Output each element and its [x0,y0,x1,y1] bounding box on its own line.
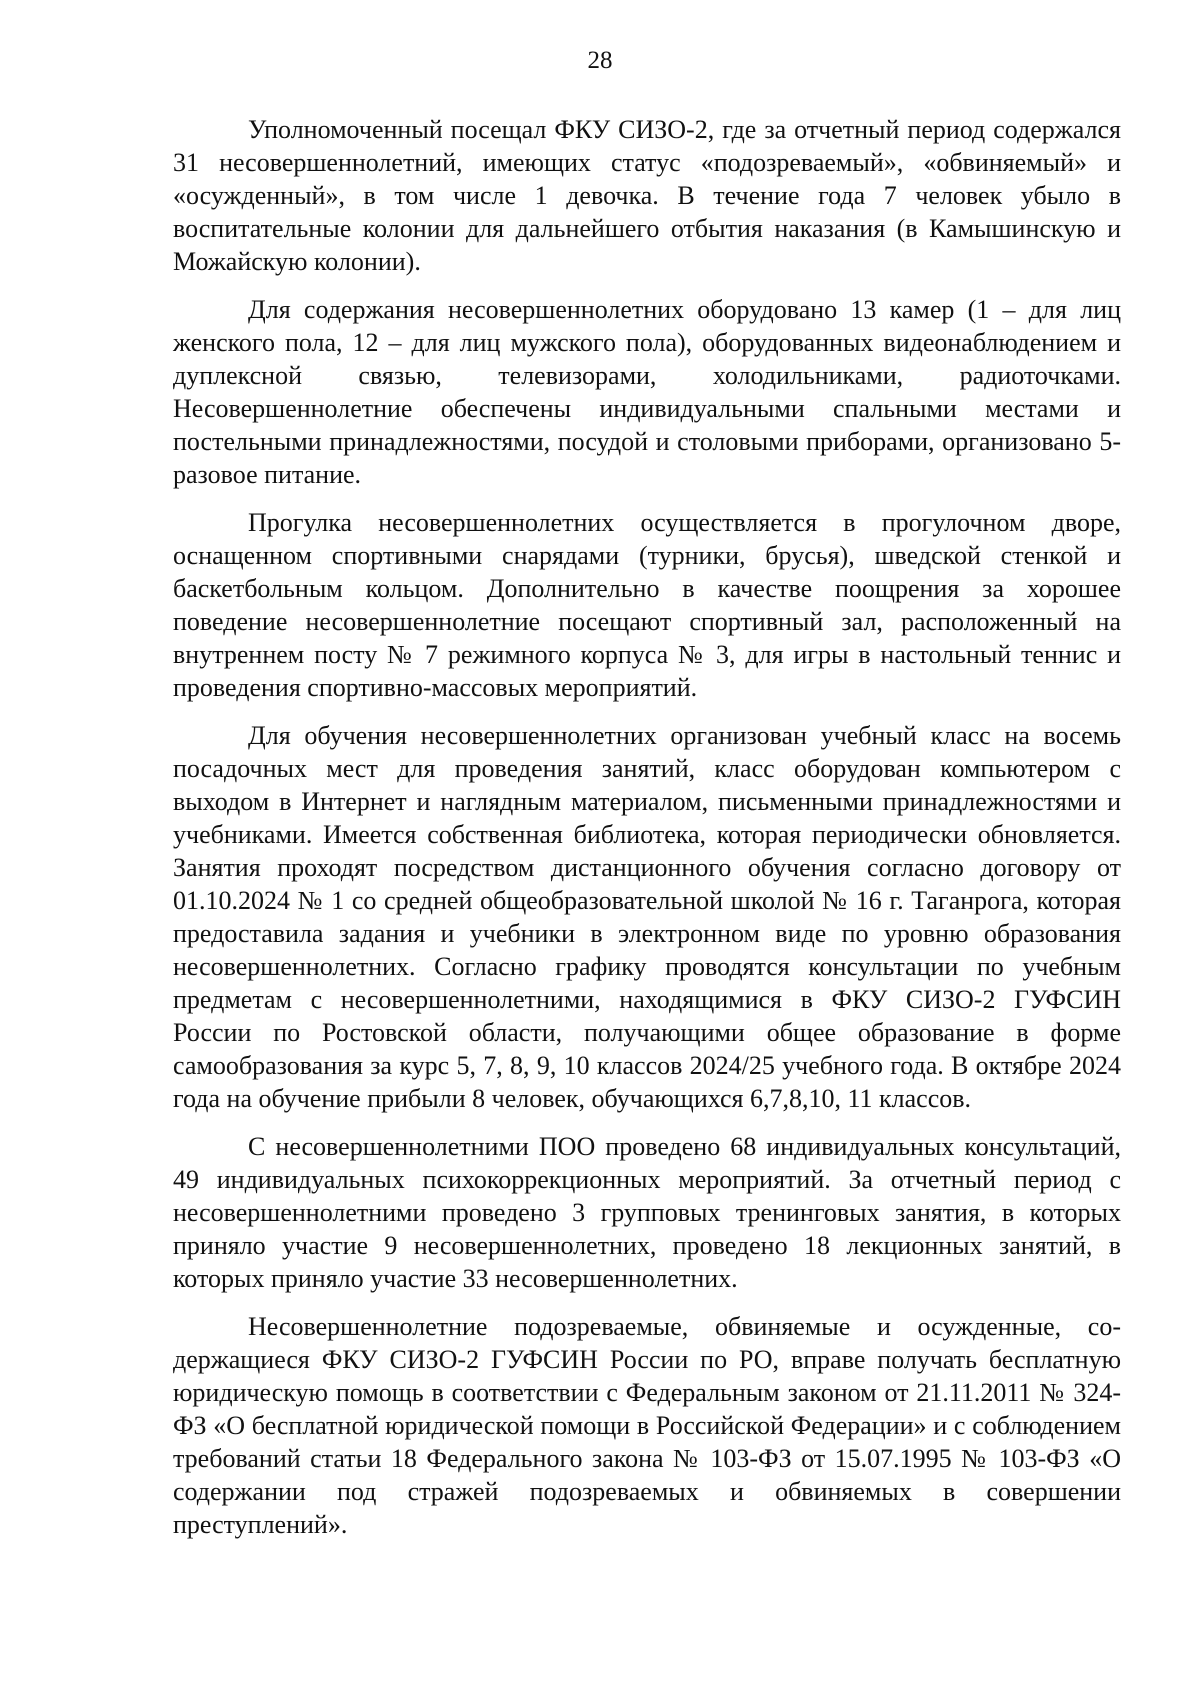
paragraph-outdoor-walks: Прогулка несовершеннолетних осуществляется в прогулочном дворе, оснащенном спортивными снарядами (турники, брусья), шведской стенкой и баскетбольным кольцом. Дополнительно в качестве поощрения за хорошее поведение несовершеннолетние посещают спортивный зал, расположенный на внутреннем посту № 7 режимного корпуса № 3, для игры в настольный теннис и проведения спортивно-массовых мероприятий. [173,508,1121,702]
body-text [173,113,1121,1556]
page-number: 28 [587,47,613,74]
paragraph-education: Для обучения несовершеннолетних организован учебный класс на восемь посадочных мест для проведения занятий, класс оборудован компьютером с выходом в Интернет и наглядным материалом, письменными принадлежностями и учебниками. Имеется собственная библиотека, которая периодически обновляется. Занятия проходят посредством дистанционного обучения согласно договору от 01.10.2024 № 1 со средней общеобразовательной школой № 16 г. Таганрога, которая предоставила задания и учебники в электронном виде по уровню образования несовершеннолетних. Согласно графику проводятся консультации по учебным предметам с несовершеннолетними, находящимися в ФКУ СИЗО-2 ГУФСИН России по Ростовской области, получающими общее образование в форме самообразования за курс 5, 7, 8, 9, 10 классов 2024/25 учебного года. В октябре 2024 года на обучение прибыли 8 человек, обучающихся 6,7,8,10, 11 классов. [173,721,1121,1113]
paragraph-detention-overview: Уполномоченный посещал ФКУ СИЗО-2, где за отчетный период содержался 31 несовершеннолетний, имеющих статус «подозреваемый», «обвиняемый» и «осужденный», в том числе 1 девочка. В течение года 7 человек убыло в воспитательные колонии для дальнейшего отбытия наказания (в Камышинскую и Можайскую колонии). [173,115,1121,276]
paragraph-legal-aid: Несовершеннолетние подозреваемые, обвиняемые и осужденные, содержащиеся ФКУ СИЗО-2 ГУФСИН России по РО, вправе получать бесплатную юридическую помощь в соответствии с Федеральным законом от 21.11.2011 № 324-ФЗ «О бесплатной юридической помощи в Российской Федерации» и с соблюдением требований статьи 18 Федерального закона № 103-ФЗ от 15.07.1995 № 103-ФЗ «О содержании под стражей подозреваемых и обвиняемых в совершении преступлений». [173,1312,1121,1539]
paragraph-cell-conditions: Для содержания несовершеннолетних оборудовано 13 камер (1 – для лиц женского пола, 12 – для лиц мужского пола), оборудованных видеонаблюдением и дуплексной связью, телевизорами, холодильниками, радиоточками. Несовершеннолетние обеспечены индивидуальными спальными местами и постельными принадлежностями, посудой и столовыми приборами, организовано 5-разовое питание. [173,295,1121,489]
paragraph-psychological-work: С несовершеннолетними ПОО проведено 68 индивидуальных консультаций, 49 индивидуальных психокоррекционных мероприятий. За отчетный период с несовершеннолетними проведено 3 групповых тренинговых занятия, в которых приняло участие 9 несовершеннолетних, проведено 18 лекционных занятий, в которых приняло участие 33 несовершеннолетних. [173,1132,1121,1293]
